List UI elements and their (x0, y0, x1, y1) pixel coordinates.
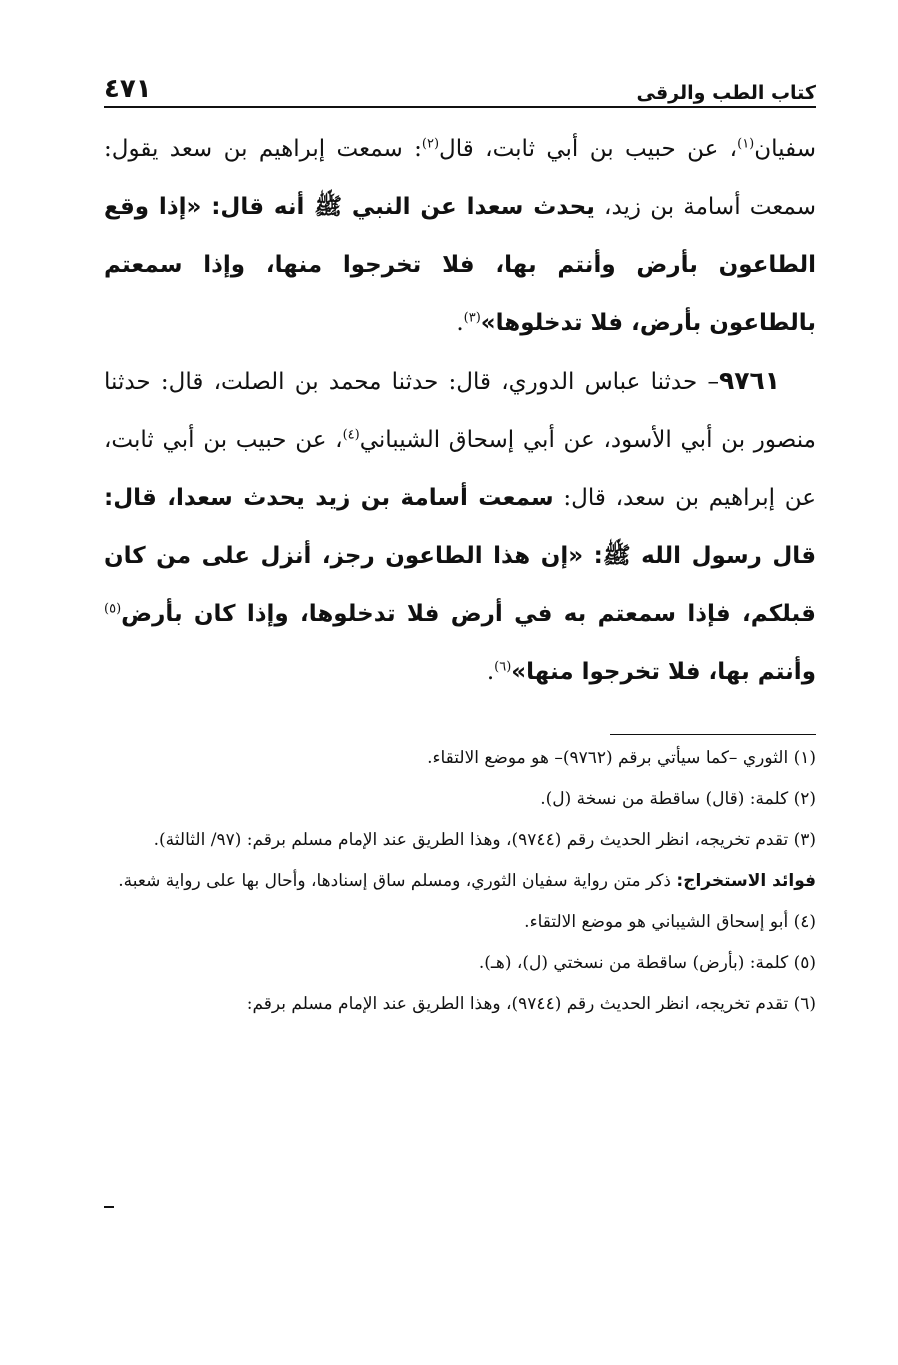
paragraph-1 (104, 120, 816, 352)
page-number: ٤٧١ (104, 74, 152, 104)
text-run: سفيان (754, 136, 816, 162)
footnote-marker: (٥) (104, 601, 122, 617)
text-run: ، عن حبيب بن أبي ثابت، عن إبراهيم بن سعد، قال: (104, 427, 816, 511)
footnote-marker: (٣) (463, 310, 481, 326)
footnote-separator (610, 734, 816, 735)
footnote-marker: (٤) (342, 427, 360, 443)
footnote-3-benefits (104, 865, 816, 898)
text-run: . (486, 659, 495, 685)
paragraph-2 (104, 352, 816, 701)
footnote-marker: (١) (737, 136, 755, 152)
header-rule (104, 106, 816, 108)
footnote-6: (٦) تقدم تخريجه، انظر الحديث رقم (٩٧٤٤)، وهذا الطريق عند الإمام مسلم برقم: (246, 994, 816, 1014)
footnote-marker: (٦) (494, 659, 512, 675)
footnotes (104, 742, 816, 1029)
benefits-text: ذكر متن رواية سفيان الثوري، ومسلم ساق إسنادها، وأحال بها على رواية شعبة. (118, 871, 677, 891)
hadith-text: يحدث سعدا عن النبي ﷺ أنه قال: «إذا وقع الطاعون بأرض وأنتم بها، فلا تخرجوا منها، وإذا سمعتم بالطاعون بأرض، فلا تدخلوها» (104, 194, 816, 336)
page-header (104, 68, 816, 104)
hadith-text: سمعت أسامة بن زيد يحدث سعدا، قال: قال رسول الله ﷺ: «إن هذا الطاعون رجز، أنزل على من كان قبلكم، فإذا سمعتم به في أرض فلا تدخلوها، وإذا كان بأرض (104, 485, 816, 627)
main-text (104, 120, 816, 701)
footnote-2: (٢) كلمة: (قال) ساقطة من نسخة (ل). (540, 789, 816, 809)
text-run: : سمعت إبراهيم بن سعد يقول: سمعت أسامة بن زيد، (104, 136, 817, 220)
text-run: – حدثنا عباس الدوري، قال: حدثنا محمد بن الصلت، قال: حدثنا منصور بن أبي الأسود، عن أبي إسحاق الشيباني (104, 369, 816, 453)
hadith-number: ٩٧٦١ (718, 366, 780, 395)
benefits-label: فوائد الاستخراج: (676, 871, 816, 891)
text-run: . (456, 310, 464, 336)
footnote-5: (٥) كلمة: (بأرض) ساقطة من نسختي (ل)، (هـ). (478, 953, 816, 973)
chapter-title: كتاب الطب والرقى (636, 82, 816, 104)
text-run: ، عن حبيب بن أبي ثابت، قال (439, 136, 738, 162)
footnote-4: (٤) أبو إسحاق الشيباني هو موضع الالتقاء. (524, 912, 816, 932)
footnote-1: (١) الثوري –كما سيأتي برقم (٩٧٦٢)– هو موضع الالتقاء. (427, 748, 816, 768)
continuation-dash (104, 1206, 114, 1208)
hadith-text: وأنتم بها، فلا تخرجوا منها» (511, 659, 816, 685)
footnote-3: (٣) تقدم تخريجه، انظر الحديث رقم (٩٧٤٤)، وهذا الطريق عند الإمام مسلم برقم: (٩٧/ الثالثة). (153, 830, 816, 850)
footnote-marker: (٢) (421, 136, 440, 152)
